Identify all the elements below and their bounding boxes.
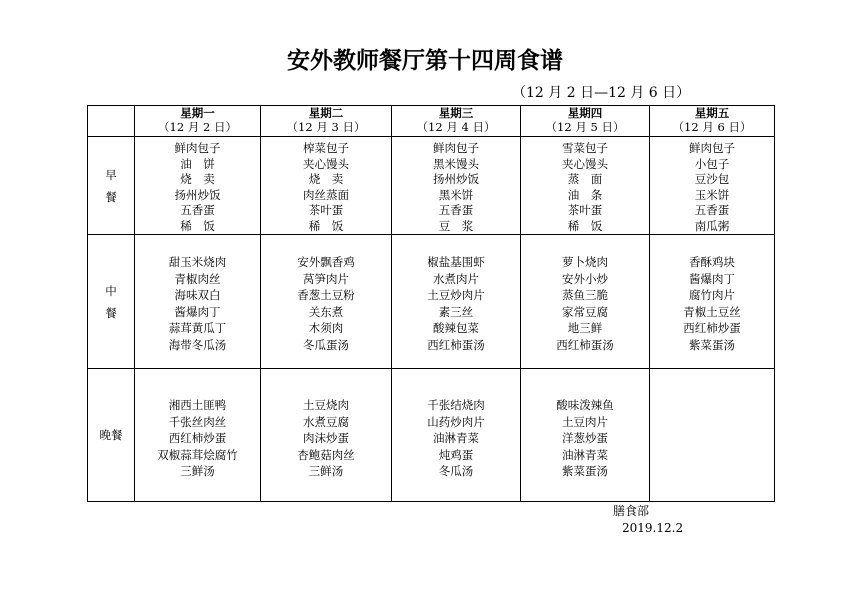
dish-item: 稀 饭 [308, 218, 344, 233]
dish-item: 酱爆肉丁 [689, 271, 735, 286]
dish-item: 山药炒肉片 [427, 414, 485, 429]
dish-list [650, 369, 774, 397]
dish-list [135, 137, 260, 234]
dish-item: 鲜肉包子 [174, 141, 221, 155]
dish-item: 夹心馒头 [562, 156, 608, 171]
dish-item: 千张丝肉丝 [168, 414, 227, 429]
dish-item: 紫菜蛋汤 [689, 337, 735, 352]
dish-item: 南瓜粥 [694, 218, 730, 233]
menu-cell [521, 235, 650, 369]
day-header-tuesday [261, 106, 392, 137]
day-date: （12 月 5 日） [545, 120, 625, 134]
dish-list [650, 137, 774, 234]
meal-label-breakfast [88, 137, 135, 235]
dish-item: 水煮豆腐 [303, 414, 349, 429]
day-header-monday [135, 106, 261, 137]
dish-item: 西红柿蛋汤 [427, 337, 485, 352]
menu-cell [392, 235, 521, 369]
dish-list [650, 235, 774, 353]
dish-item: 五香蛋 [694, 203, 730, 217]
dish-item: 土豆烧肉 [303, 398, 349, 412]
dish-list [261, 137, 391, 234]
dinner-row [88, 369, 775, 502]
dish-item: 鲜肉包子 [689, 141, 735, 155]
dish-item: 稀 饭 [567, 218, 603, 233]
menu-cell [392, 369, 521, 502]
day-name: 星期四 [567, 106, 603, 120]
dish-list [135, 369, 260, 480]
menu-cell [261, 137, 392, 235]
dish-item: 茶叶蛋 [308, 203, 344, 217]
day-header-friday [650, 106, 775, 137]
menu-cell [135, 369, 261, 502]
dish-item: 双椒蒜茸烩腐竹 [157, 447, 238, 462]
dish-item: 土豆炒肉片 [427, 288, 485, 302]
dish-item: 五香蛋 [438, 203, 474, 217]
dish-list [135, 235, 260, 353]
dish-item: 油 饼 [180, 156, 215, 171]
dish-item: 安外飘香鸡 [297, 255, 355, 269]
dish-item: 香酥鸡块 [689, 255, 735, 269]
dish-item: 莴笋肉片 [303, 271, 349, 286]
dish-item: 椒盐基围虾 [427, 255, 485, 269]
dish-item: 地三鲜 [567, 321, 603, 335]
meal-label-dinner [88, 369, 135, 502]
dish-item: 甜玉米烧肉 [168, 255, 227, 269]
menu-cell [392, 137, 521, 235]
header-row [88, 106, 775, 137]
dish-item: 肉丝蒸面 [303, 187, 349, 202]
day-date: （12 月 3 日） [286, 120, 366, 134]
menu-cell [521, 369, 650, 502]
dish-list [521, 369, 649, 480]
day-date: （12 月 6 日） [672, 120, 752, 134]
dish-item: 海带冬瓜汤 [168, 337, 227, 352]
dish-item: 素三丝 [438, 304, 474, 319]
menu-table [87, 105, 775, 502]
dish-item: 雪菜包子 [562, 141, 608, 155]
dish-item: 洋葱炒蛋 [562, 431, 608, 445]
breakfast-row [88, 137, 775, 235]
dish-item: 三鲜汤 [308, 464, 344, 478]
dish-list [521, 235, 649, 353]
lunch-row [88, 235, 775, 369]
dish-item: 油 条 [567, 187, 603, 202]
dish-item: 冬瓜蛋汤 [303, 337, 349, 352]
day-date: （12 月 2 日） [158, 120, 237, 134]
dish-item: 木须肉 [308, 321, 344, 335]
dish-item: 紫菜蛋汤 [562, 464, 608, 478]
dish-list [521, 137, 649, 234]
dish-item: 扬州炒饭 [174, 187, 221, 202]
day-name: 星期一 [180, 106, 215, 120]
menu-cell [261, 235, 392, 369]
dish-item: 青椒肉丝 [174, 271, 221, 286]
dish-item: 蒸 面 [567, 172, 603, 186]
dish-item: 西红柿炒蛋 [683, 321, 741, 335]
menu-cell-empty [650, 369, 775, 502]
dish-item: 冬瓜汤 [438, 464, 474, 478]
menu-cell [650, 235, 775, 369]
dish-item: 腐竹肉片 [689, 288, 735, 302]
footer-department: 膳食部 [613, 504, 650, 518]
dish-item: 黑米饼 [438, 187, 474, 202]
day-name: 星期二 [308, 106, 344, 120]
dish-item: 小包子 [694, 156, 730, 171]
dish-item: 三鲜汤 [180, 464, 215, 478]
corner-cell [88, 106, 135, 137]
menu-cell [135, 137, 261, 235]
dish-item: 夹心馒头 [303, 156, 349, 171]
footer-date: 2019.12.2 [622, 521, 684, 535]
dish-item: 炖鸡蛋 [438, 447, 474, 462]
dish-item: 湘西土匪鸭 [168, 398, 227, 412]
menu-cell [135, 235, 261, 369]
day-header-wednesday [392, 106, 521, 137]
menu-cell [521, 137, 650, 235]
dish-item: 水煮肉片 [433, 271, 479, 286]
menu-cell [650, 137, 775, 235]
dish-item: 玉米饼 [694, 187, 730, 202]
menu-cell [261, 369, 392, 502]
page-title: 安外教师餐厅第十四周食谱 [287, 47, 563, 74]
dish-item: 杏鲍菇肉丝 [297, 447, 355, 462]
dish-list [392, 369, 520, 480]
dish-item: 烧 卖 [308, 172, 344, 186]
dish-item: 西红柿炒蛋 [168, 431, 227, 445]
dish-item: 茶叶蛋 [567, 203, 603, 217]
dish-item: 关东煮 [308, 304, 344, 319]
dish-item: 肉沫炒蛋 [303, 431, 349, 445]
meal-label-lunch [88, 235, 135, 369]
dish-item: 香葱土豆粉 [297, 288, 355, 302]
day-name: 星期三 [438, 106, 474, 120]
dish-item: 扬州炒饭 [433, 172, 479, 186]
dish-item: 酸辣包菜 [433, 321, 479, 335]
dish-item: 安外小炒 [562, 271, 608, 286]
dish-item: 稀 饭 [180, 218, 215, 233]
dish-item: 黑米馒头 [433, 156, 479, 171]
dish-item: 青椒土豆丝 [683, 304, 741, 319]
dish-item: 酸味泼辣鱼 [556, 398, 614, 412]
meal-label-text: 中餐 [105, 283, 117, 320]
dish-item: 油淋青菜 [562, 447, 608, 462]
dish-item: 豆沙包 [694, 172, 730, 186]
dish-item: 千张结烧肉 [427, 398, 485, 412]
date-range: （12 月 2 日—12 月 6 日） [512, 85, 691, 101]
dish-item: 鲜肉包子 [433, 141, 479, 155]
dish-item: 土豆肉片 [562, 414, 608, 429]
dish-list [392, 137, 520, 234]
dish-item: 豆 浆 [438, 218, 474, 233]
dish-item: 西红柿蛋汤 [556, 337, 614, 352]
dish-item: 烧 卖 [180, 172, 215, 186]
dish-item: 萝卜烧肉 [562, 255, 608, 269]
dish-item: 五香蛋 [180, 203, 215, 217]
dish-item: 海味双白 [174, 288, 221, 302]
day-name: 星期五 [694, 106, 730, 120]
meal-label-text: 早餐 [105, 167, 117, 204]
dish-list [261, 369, 391, 480]
dish-item: 蒜茸黄瓜丁 [168, 321, 227, 335]
dish-list [392, 235, 520, 353]
day-date: （12 月 4 日） [416, 120, 496, 134]
day-header-thursday [521, 106, 650, 137]
dish-item: 油淋青菜 [433, 431, 479, 445]
dish-item: 酱爆肉丁 [174, 304, 221, 319]
dish-item: 榨菜包子 [303, 141, 349, 155]
dish-item: 家常豆腐 [562, 304, 608, 319]
dish-item: 蒸鱼三脆 [562, 288, 608, 302]
meal-label-text: 晚餐 [99, 428, 123, 442]
dish-list [261, 235, 391, 353]
